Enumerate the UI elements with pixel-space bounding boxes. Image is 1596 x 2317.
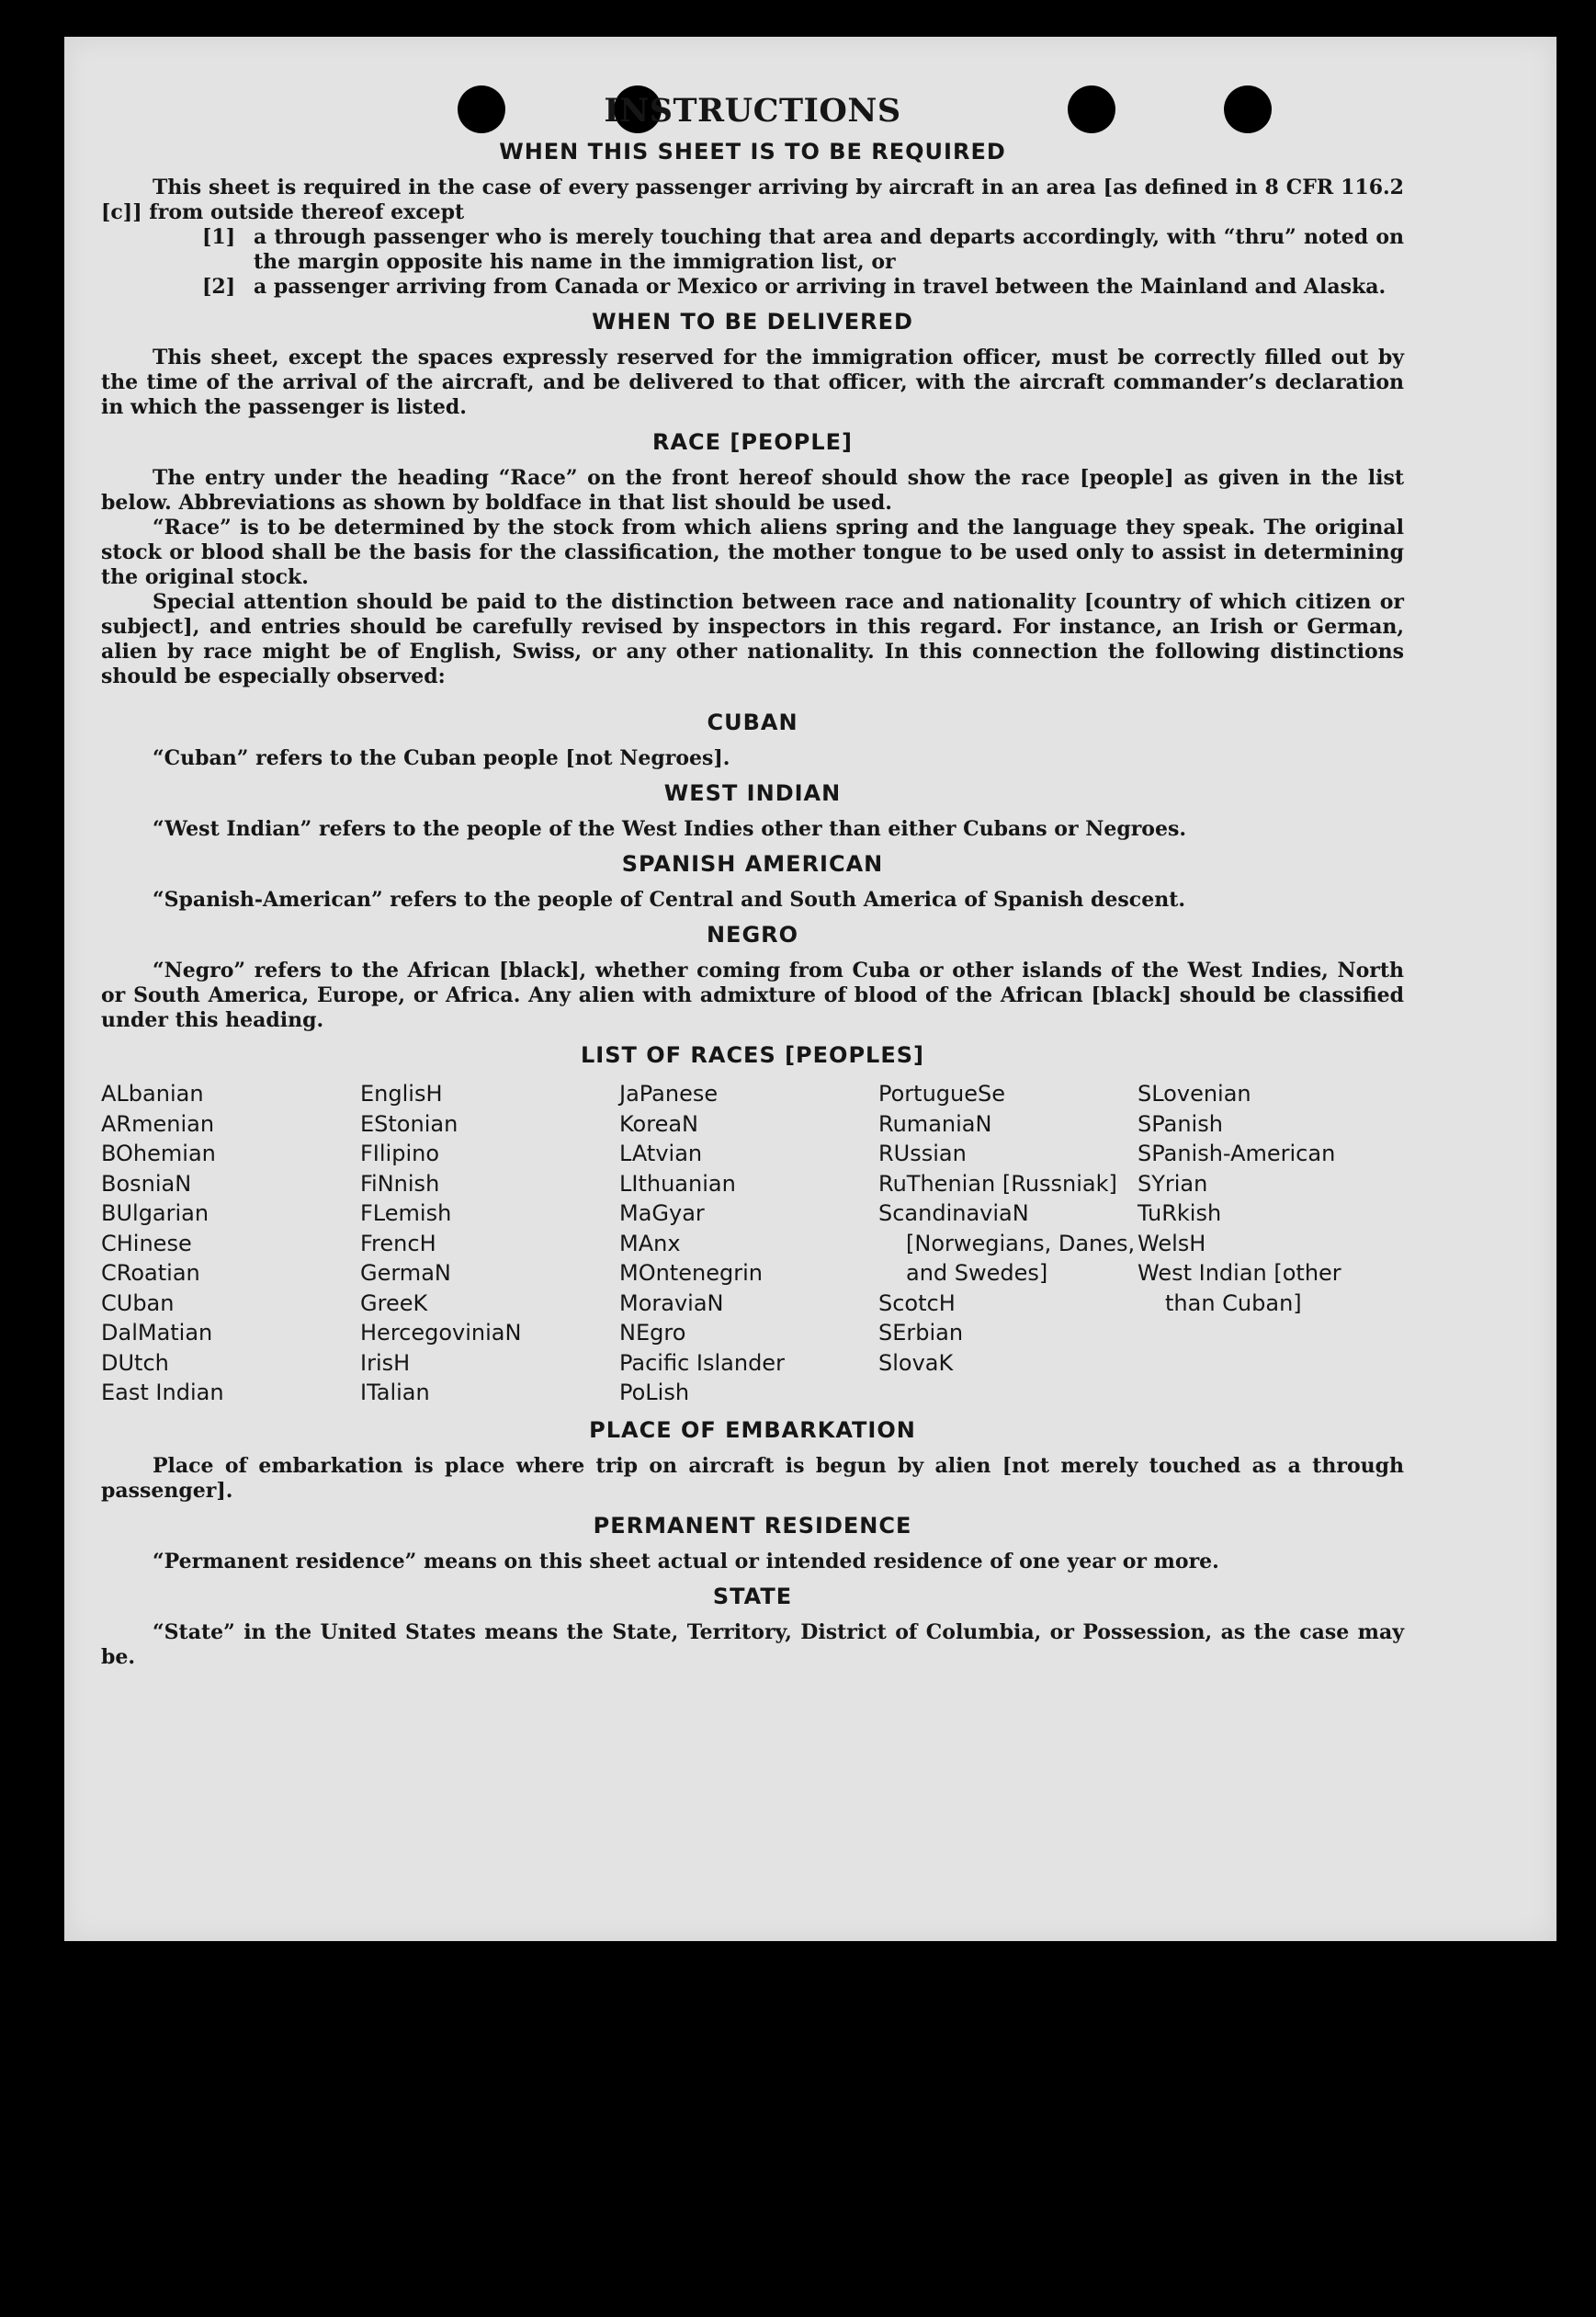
race-paragraph: The entry under the heading “Race” on the front hereof should show the race [people] as given in the list below. Abbreviations as shown by boldface in that list should be used. [101, 466, 1404, 515]
race-item: ALbanian [101, 1081, 204, 1107]
race-item: BOhemian [101, 1141, 216, 1166]
race-item: ScotcH [878, 1289, 956, 1316]
race-item: LAtvian [619, 1141, 703, 1166]
required-intro: This sheet is required in the case of every passenger arriving by aircraft in an area [as defined in 8 CFR 116.2 [c]] from outside thereof except [101, 176, 1404, 224]
race-item: HercegoviniaN [360, 1320, 522, 1346]
race-item: GermaN [360, 1260, 451, 1286]
race-item: SlovaK [878, 1349, 954, 1376]
section-heading-state: STATE [712, 1583, 793, 1609]
race-item: EStonian [360, 1110, 458, 1137]
race-item: EnglisH [360, 1081, 443, 1107]
race-item: TuRkish [1138, 1200, 1222, 1226]
races-list [101, 1079, 1404, 1408]
races-column [360, 1079, 619, 1408]
negro-text: “Negro” refers to the African [black], whether coming from Cuba or other islands of the West Indies, North or South America, Europe, or Africa. Any alien with admixture of blood of the African [black] should be classified under this heading. [101, 959, 1404, 1032]
race-item: MaGyar [619, 1200, 705, 1226]
race-item: CHinese [101, 1230, 192, 1256]
race-item: LIthuanian [619, 1170, 736, 1197]
races-column [1138, 1079, 1397, 1408]
race-item: ITalian [360, 1380, 430, 1405]
item-text: a passenger arriving from Canada or Mexico or arriving in travel between the Mainland and Alaska. [254, 275, 1387, 299]
west-indian-text: “West Indian” refers to the people of the West Indies other than either Cubans or Negroes. [153, 817, 1187, 841]
race-item: SPanish-American [1138, 1141, 1336, 1166]
race-item: BUlgarian [101, 1200, 209, 1226]
race-item: FLemish [360, 1200, 452, 1226]
race-item: PoLish [619, 1380, 690, 1405]
race-item: ScandinaviaN [Norwegians, Danes, and Swedes] [878, 1200, 1136, 1286]
embarkation-text: Place of embarkation is place where trip on aircraft is begun by alien [not merely touched as a through passenger]. [101, 1453, 1404, 1503]
race-item: CUban [101, 1289, 175, 1316]
section-heading-negro: NEGRO [706, 922, 799, 948]
item-number: [1] [202, 225, 236, 249]
race-item: MAnx [619, 1230, 681, 1256]
race-item: DUtch [101, 1349, 169, 1376]
race-item: ARmenian [101, 1110, 215, 1137]
race-item: BosniaN [101, 1170, 192, 1197]
item-text: a through passenger who is merely touching that area and departs accordingly, with “thru” noted on the margin opposite his name in the immigration list, or [254, 225, 1404, 274]
race-item: FrencH [360, 1230, 436, 1256]
race-paragraph: Special attention should be paid to the distinction between race and nationality [country of which citizen or subject], and entries should be carefully revised by inspectors in this regard. For instance, an Irish or German, alien by race might be of English, Swiss, or any other nationality. In this connection the following distinctions should be especially observed: [101, 590, 1404, 688]
race-item: SYrian [1138, 1170, 1208, 1197]
race-item: RumaniaN [878, 1110, 992, 1137]
race-item: RUssian [878, 1141, 967, 1166]
delivered-text: This sheet, except the spaces expressly reserved for the immigration officer, must be correctly filled out by the time of the arrival of the aircraft, and be delivered to that officer, with the aircraft commander’s declaration in which the passenger is listed. [101, 346, 1404, 419]
race-item: East Indian [101, 1380, 224, 1405]
race-item: GreeK [360, 1289, 428, 1316]
page-title: INSTRUCTIONS [604, 92, 901, 130]
race-item: DalMatian [101, 1320, 213, 1346]
race-item: SErbian [878, 1320, 964, 1346]
section-heading-residence: PERMANENT RESIDENCE [593, 1512, 912, 1539]
races-column [619, 1079, 878, 1408]
race-item: SLovenian [1138, 1081, 1251, 1107]
list-item [202, 225, 1404, 275]
race-item: WelsH [1138, 1230, 1206, 1256]
residence-text: “Permanent residence” means on this sheet actual or intended residence of one year or more. [153, 1549, 1219, 1573]
race-item: CRoatian [101, 1260, 200, 1286]
races-column [878, 1079, 1138, 1408]
race-item: MOntenegrin [619, 1260, 763, 1286]
section-heading-spanish-american: SPANISH AMERICAN [621, 851, 884, 877]
section-heading-cuban: CUBAN [707, 710, 798, 735]
race-item: MoraviaN [619, 1289, 724, 1316]
race-item: Pacific Islander [619, 1349, 785, 1376]
item-number: [2] [202, 275, 236, 299]
state-text: “State” in the United States means the State, Territory, District of Columbia, or Possession, as the case may be. [101, 1619, 1404, 1669]
spanish-american-text: “Spanish-American” refers to the people of Central and South America of Spanish descent. [153, 888, 1186, 912]
races-column [101, 1079, 360, 1408]
section-heading-list-of-races: LIST OF RACES [PEOPLES] [581, 1042, 924, 1068]
race-item: PortugueSe [878, 1081, 1005, 1107]
cuban-text: “Cuban” refers to the Cuban people [not Negroes]. [153, 746, 730, 770]
race-item: NEgro [619, 1320, 686, 1346]
list-item [202, 275, 1404, 300]
race-item: FIlipino [360, 1141, 440, 1166]
race-item: West Indian [other than Cuban] [1138, 1260, 1341, 1316]
race-paragraph: “Race” is to be determined by the stock from which aliens spring and the language they speak. The original stock or blood shall be the basis for the classification, the mother tongue to be used only to assist in determining the original stock. [101, 516, 1404, 589]
race-item: KoreaN [619, 1110, 698, 1137]
section-heading-race: RACE [PEOPLE] [651, 429, 854, 455]
section-heading-west-indian: WEST INDIAN [663, 780, 842, 806]
section-heading-embarkation: PLACE OF EMBARKATION [589, 1416, 916, 1443]
instructions-content [101, 92, 1404, 1670]
section-heading-delivered: WHEN TO BE DELIVERED [592, 309, 913, 335]
section-heading-required: WHEN THIS SHEET IS TO BE REQUIRED [499, 139, 1006, 165]
race-item: RuThenian [Russniak] [878, 1170, 1117, 1197]
race-item: SPanish [1138, 1110, 1223, 1137]
race-item: FiNnish [360, 1170, 440, 1197]
race-item: IrisH [360, 1349, 411, 1376]
race-item: JaPanese [619, 1081, 719, 1107]
